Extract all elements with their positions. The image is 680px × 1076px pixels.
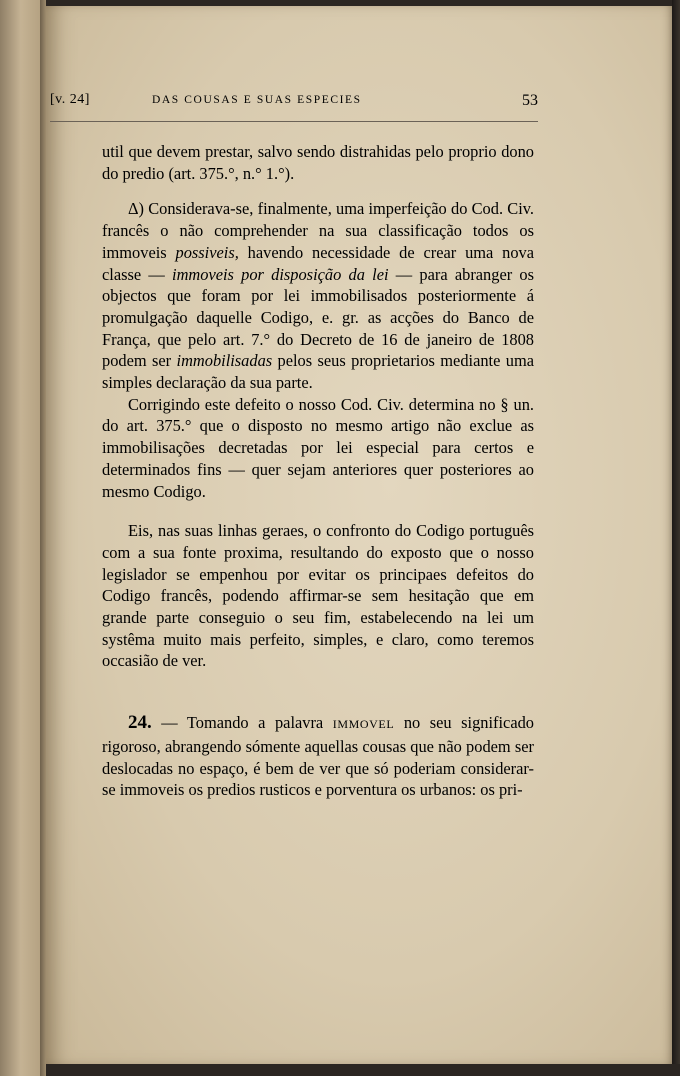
running-header xyxy=(50,92,538,116)
emphasis-immoveis-por-disposicao: immoveis por disposição da lei xyxy=(172,264,389,284)
running-title: DAS COUSAS E SUAS ESPECIES xyxy=(152,94,362,106)
paragraph-2: Δ) Considerava-se, finalmente, uma imperfeição do Cod. Civ. francês o não comprehender na sua classificação todos os immoveis possiveis, havendo necessidade de crear uma nova classe — immoveis por disposição da lei — para abranger os objectos que foram por lei immobilisados posteriormente á promulgação daquelle Codigo, e. gr. as acções do Banco de França, que pelo art. 7.° do Decreto de 16 de janeiro de 1808 podem ser immobilisadas pelos seus proprietarios mediante uma simples declaração da sua parte. xyxy=(102,199,535,393)
body-text xyxy=(102,141,534,801)
right-edge xyxy=(672,0,680,1076)
section-number: 24. xyxy=(128,712,152,734)
section-reference: [v. 24] xyxy=(50,92,90,107)
paragraph-4: Eis, nas suas linhas geraes, o confronto do Codigo português com a sua fonte proxima, resultando do exposto que o nosso legislador se empenhou por evitar os principaes defeitos do Codigo francês, podendo affirmar-se sem hesitação que em grande parte conseguio o seu fim, estabelecendo na lei um systêma muito mais perfeito, simples, e claro, como teremos occasião de ver. xyxy=(102,521,534,671)
emphasis-possiveis: possiveis, xyxy=(175,242,239,262)
page-number: 53 xyxy=(522,92,538,109)
paragraph-3: Corrigindo este defeito o nosso Cod. Civ. determina no § un. do art. 375.° que o disposto no mesmo artigo não exclue as immobilisações decretadas por lei especial para certos e determinados fins — quer sejam anteriores quer posteriores ao mesmo Codigo. xyxy=(102,394,534,501)
header-rule xyxy=(50,121,538,122)
emphasis-immobilisadas: immobilisadas xyxy=(176,351,273,371)
bottom-edge xyxy=(46,1064,680,1076)
paragraph-1: util que devem prestar, salvo sendo distrahidas pelo proprio dono do predio (art. 375.°, n.° 1.°). xyxy=(102,142,534,183)
paragraph-5: 24. — Tomando a palavra IMMOVEL no seu significado rigoroso, abrangendo sómente aquellas cousas que não podem ser deslocadas no espaço, é bem de ver que só poderiam considerar-se immoveis os predios rusticos e porventura os urbanos: os pri- xyxy=(102,712,534,800)
small-caps-term: IMMOVEL xyxy=(332,717,395,732)
